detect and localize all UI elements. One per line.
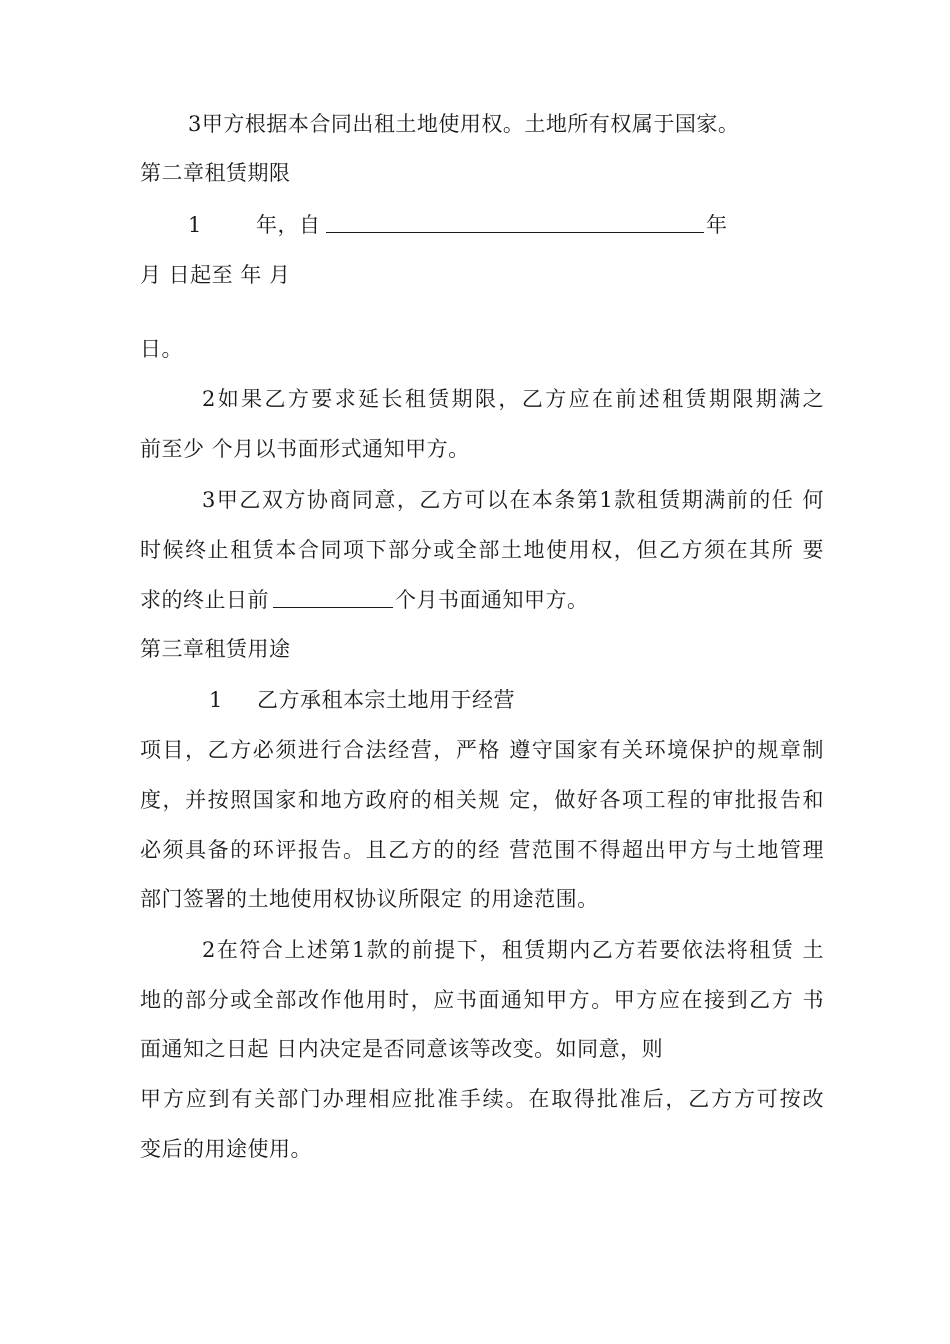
paragraph-extension-line-1: 2如果乙方要求延长租赁期限，乙方应在前述租赁期限期满之: [202, 387, 824, 411]
paragraph-change-use-line-5: 变后的用途使用。: [140, 1137, 312, 1161]
purpose-clause-start: 乙方承租本宗土地用于经营: [257, 688, 515, 712]
lease-date-range: 月 日起至 年 月: [140, 263, 291, 287]
paragraph-purpose-line-4: 部门签署的土地使用权协议所限定 的用途范围。: [140, 887, 599, 911]
paragraph-purpose-line-1: 项目，乙方必须进行合法经营，严格 遵守国家有关环境保护的规章制: [140, 738, 824, 762]
termination-notice-suffix: 个月书面通知甲方。: [395, 588, 589, 612]
paragraph-purpose-line-3: 必须具备的环评报告。且乙方的的经 营范围不得超出甲方与土地管理: [140, 838, 824, 862]
paragraph-termination-line-1: 3甲乙双方协商同意，乙方可以在本条第1款租赁期满前的任 何: [202, 488, 824, 512]
paragraph-land-ownership: 3甲方根据本合同出租土地使用权。土地所有权属于国家。: [188, 112, 740, 136]
paragraph-change-use-line-3: 面通知之日起 日内决定是否同意该等改变。如同意，则: [140, 1037, 664, 1061]
paragraph-purpose-line-2: 度，并按照国家和地方政府的相关规 定，做好各项工程的审批报告和: [140, 788, 824, 812]
lease-start-label: 年，自: [256, 213, 321, 237]
paragraph-termination-line-2: 时候终止租赁本合同项下部分或全部土地使用权，但乙方须在其所 要: [140, 538, 824, 562]
paragraph-termination-line-3: 求的终止日前: [140, 588, 269, 612]
paragraph-extension-line-2: 前至少 个月以书面形式通知甲方。: [140, 437, 470, 461]
lease-date-end: 日。: [140, 337, 183, 361]
paragraph-change-use-line-2: 地的部分或全部改作他用时，应书面通知甲方。甲方应在接到乙方 书: [140, 988, 824, 1012]
year-label: 年: [706, 213, 728, 237]
paragraph-change-use-line-1: 2在符合上述第1款的前提下，租赁期内乙方若要依法将租赁 土: [202, 938, 824, 962]
clause-number: 1: [188, 213, 202, 237]
chapter-heading-lease-term: 第二章租赁期限: [140, 161, 291, 185]
lease-start-blank: [326, 210, 704, 241]
termination-notice-blank: [273, 585, 393, 616]
chapter-heading-lease-purpose: 第三章租赁用途: [140, 637, 291, 661]
paragraph-change-use-line-4: 甲方应到有关部门办理相应批准手续。在取得批准后，乙方方可按改: [140, 1087, 824, 1111]
clause-number: 1: [209, 688, 223, 712]
